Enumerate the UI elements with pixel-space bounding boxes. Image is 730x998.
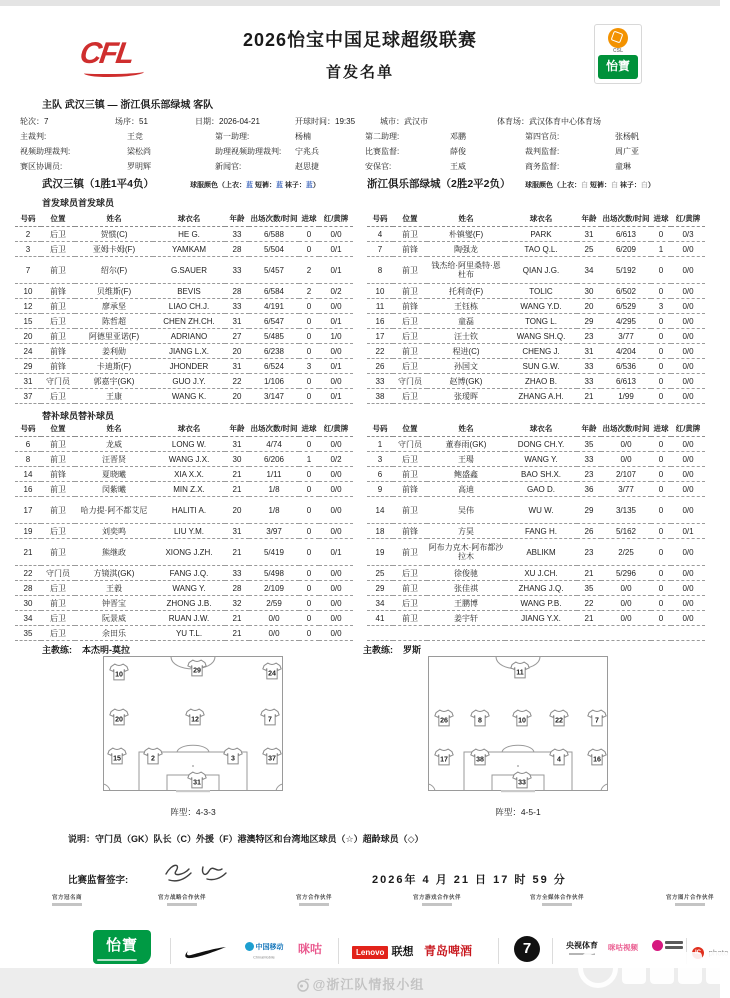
player-row: 9 前锋 高迪 GAO D. 36 3/77 0 0/0 [367, 482, 705, 497]
player-row: 16 前卫 闵紫曦 MIN Z.X. 21 1/8 0 0/0 [15, 482, 353, 497]
info-pair: 比赛监督: 薛俊 [365, 147, 466, 156]
player-row: 12 前卫 廖承坚 LIAO CH.J. 33 4/191 0 0/0 [15, 299, 353, 314]
player-row: 31 守门员 郭嘉宇(GK) GUO J.Y. 22 1/106 0 0/0 [15, 374, 353, 389]
nike-swoosh-icon [184, 946, 226, 966]
player-row: 17 前卫 哈力提·阿不都艾尼 HALITI A. 20 1/8 0 0/0 [15, 497, 353, 524]
player-row: 26 后卫 孙国文 SUN G.W. 33 6/536 0 0/0 [367, 359, 705, 374]
column-header: 球衣名 [505, 421, 577, 437]
svg-text:10: 10 [115, 670, 124, 679]
column-header: 号码 [367, 211, 393, 227]
match-info-row [20, 116, 710, 127]
info-pair: 安保官: 王威 [365, 162, 466, 171]
column-header: 红/黄牌 [671, 421, 705, 437]
player-row: 2 后卫 贺惯(C) HE G. 33 6/588 0 0/0 [15, 227, 353, 242]
svg-text:4: 4 [557, 755, 562, 764]
svg-text:11: 11 [516, 668, 524, 677]
info-pair: 视频助理裁判: 梁松尚 [20, 147, 151, 156]
away-team-name: 浙江俱乐部绿城（2胜2平2负） [367, 178, 511, 190]
player-shirt-7 [587, 709, 607, 728]
table-header-row [15, 211, 353, 227]
player-shirt-7 [260, 707, 280, 726]
page-subtitle: 首发名单 [325, 64, 394, 81]
player-row: 24 前锋 姜利勋 JIANG L.X. 20 6/238 0 0/0 [15, 344, 353, 359]
home-starting-table [15, 211, 353, 404]
info-pair: 第二助理: 邓鹏 [365, 132, 466, 141]
svg-text:29: 29 [192, 666, 201, 675]
column-header: 姓名 [427, 211, 505, 227]
player-row: 37 后卫 王康 WANG K. 20 3/147 0 0/1 [15, 389, 353, 404]
player-shirt-10 [109, 663, 129, 682]
player-row: 11 前锋 王钰栋 WANG Y.D. 20 6/529 3 0/0 [367, 299, 705, 314]
player-row: 7 前卫 绍尔(F) G.SAUER 33 5/457 2 0/1 [15, 257, 353, 284]
player-shirt-33 [512, 771, 532, 790]
migu-video-logo: 咪咕视频 [608, 943, 638, 952]
info-pair: 主裁判: 王竞 [20, 132, 143, 141]
svg-text:38: 38 [476, 755, 485, 764]
migu-logo: 咪咕 [298, 942, 323, 956]
column-header: 红/黄牌 [319, 421, 353, 437]
table-header-row [367, 211, 705, 227]
supervisor-signature-label: 比赛监督签字: [68, 875, 129, 886]
away-kit-colors: 球服颜色（上衣：白 短裤：白 袜子：白） [525, 182, 655, 189]
match-teams-line: 主队 武汉三镇 — 浙江俱乐部绿城 客队 [42, 100, 214, 111]
supervisor-signature-icon [158, 858, 238, 893]
player-row: 3 后卫 王瑒 WANG Y. 33 0/0 0 0/0 [367, 452, 705, 467]
column-header: 出场次数/时间 [249, 421, 299, 437]
info-pair: 场序：51 [115, 117, 148, 126]
svg-text:2: 2 [151, 754, 156, 763]
partner-category: 官方战略合作伙伴 [158, 893, 206, 906]
player-row: 34 后卫 王鹏博 WANG P.B. 22 0/0 0 0/0 [367, 596, 705, 611]
partner-category: 官方图片合作伙伴 [666, 893, 714, 906]
home-subs-table [15, 421, 353, 641]
away-subs-table [367, 421, 705, 641]
away-formation-label: 阵型：4-5-1 [495, 807, 541, 817]
column-header: 年龄 [577, 421, 601, 437]
table-header-row [367, 421, 705, 437]
info-pair: 助理视频助理裁判: 宁兆兵 [215, 147, 319, 156]
info-pair: 体育场：武汉体育中心体育场 [497, 117, 601, 126]
game-partner-logo: 7 [514, 936, 540, 962]
info-pair: 商务监督: 童琳 [525, 162, 631, 171]
svg-text:31: 31 [192, 778, 201, 787]
player-row: 41 前卫 姜宇轩 JIANG Y.X. 21 0/0 0 0/0 [367, 611, 705, 626]
player-row: 34 后卫 阮景威 RUAN J.W. 21 0/0 0 0/0 [15, 611, 353, 626]
info-pair: 裁判监督: 周广亚 [525, 147, 639, 156]
player-row: 1 守门员 董春雨(GK) DONG CH.Y. 35 0/0 0 0/0 [367, 437, 705, 452]
player-row: 10 前卫 托利奇(F) TOLIC 30 6/502 0 0/0 [367, 284, 705, 299]
player-row: 22 前卫 程进(C) CHENG J. 31 4/204 0 0/0 [367, 344, 705, 359]
weibo-eye-icon [296, 978, 310, 992]
player-row: 21 前卫 熊继政 XIONG J.ZH. 21 5/419 0 0/1 [15, 539, 353, 566]
player-shirt-17 [434, 748, 454, 767]
player-row: 19 前卫 阿布力克木·阿布都沙拉木 ABLIKM 23 2/25 0 0/0 [367, 539, 705, 566]
away-starting-table [367, 211, 705, 404]
partner-category: 官方全媒体合作伙伴 [530, 893, 584, 906]
column-header: 位置 [393, 421, 427, 437]
home-coach-name: 本杰明-莫拉 [82, 645, 130, 655]
home-coach-line: 主教练: 本杰明-莫拉 [42, 645, 130, 655]
csl-yibao-badge-icon [594, 24, 642, 84]
lenovo-logo: Lenovo 联想 [352, 942, 413, 960]
divider [338, 938, 339, 964]
svg-text:3: 3 [230, 754, 235, 763]
player-shirt-4 [549, 748, 569, 767]
player-shirt-24 [262, 661, 282, 680]
info-pair: 新闻官: 赵思捷 [215, 162, 319, 171]
player-shirt-31 [187, 771, 207, 790]
page-title: 2026怡宝中国足球超级联赛 [242, 30, 478, 50]
csl-ball-icon [608, 28, 628, 48]
column-header: 进球 [299, 211, 319, 227]
divider [498, 938, 499, 964]
svg-text:15: 15 [113, 754, 122, 763]
column-header: 年龄 [577, 211, 601, 227]
yibao-badge-text: 怡寶 [598, 55, 638, 79]
player-shirt-29 [187, 659, 207, 678]
column-header: 位置 [393, 211, 427, 227]
player-shirt-20 [109, 707, 129, 726]
player-row: 29 前卫 张佳祺 ZHANG J.Q. 35 0/0 0 0/0 [367, 581, 705, 596]
svg-text:22: 22 [555, 716, 564, 725]
column-header: 红/黄牌 [671, 211, 705, 227]
svg-text:37: 37 [268, 754, 277, 763]
svg-text:20: 20 [115, 715, 124, 724]
player-shirt-2 [143, 746, 163, 765]
column-header: 号码 [367, 421, 393, 437]
player-row: 15 后卫 陈哲超 CHEN ZH.CH. 31 6/547 0 0/1 [15, 314, 353, 329]
column-header: 球衣名 [505, 211, 577, 227]
player-row: 25 后卫 徐俊驰 XU J.CH. 21 5/296 0 0/0 [367, 566, 705, 581]
svg-text:12: 12 [190, 715, 199, 724]
player-row: 8 前卫 钱杰给·阿里桑特·恩杜布 QIAN J.G. 34 5/192 0 0/0 [367, 257, 705, 284]
column-header: 出场次数/时间 [601, 421, 651, 437]
column-header: 姓名 [75, 421, 153, 437]
divider [552, 938, 553, 964]
player-row: 38 后卫 张瑷晖 ZHANG A.H. 21 1/99 0 0/0 [367, 389, 705, 404]
player-shirt-16 [587, 748, 607, 767]
player-shirt-15 [107, 746, 127, 765]
player-shirt-12 [185, 707, 205, 726]
player-row: 29 前锋 卡迪斯(F) JHONDER 31 6/524 3 0/1 [15, 359, 353, 374]
info-pair: 第四官员: 张杨帆 [525, 132, 639, 141]
svg-text:10: 10 [517, 716, 526, 725]
away-formation-pitch [428, 656, 608, 791]
svg-text:26: 26 [440, 716, 449, 725]
svg-text:7: 7 [595, 716, 600, 725]
player-row: 19 后卫 刘奕鸣 LIU Y.M. 31 3/97 0 0/0 [15, 524, 353, 539]
subs-section-label: 替补球员替补球员 [42, 411, 115, 421]
legend-line: 说明：守门员（GK）队长（C）外援（F）港澳特区和台湾地区球员（☆）超龄球员（◇） [68, 834, 424, 844]
officials-row-2 [20, 146, 710, 157]
china-mobile-logo: 中国移动 ChinaMobile [236, 938, 292, 962]
away-coach-line: 主教练: 罗斯 [363, 645, 422, 655]
player-row: 20 前卫 阿德里亚诺(F) ADRIANO 27 5/485 0 1/0 [15, 329, 353, 344]
player-row: 33 守门员 赵博(GK) ZHAO B. 33 6/613 0 0/0 [367, 374, 705, 389]
officials-row-3 [20, 161, 710, 172]
partner-category: 官方游戏合作伙伴 [413, 893, 461, 906]
column-header: 进球 [651, 421, 671, 437]
home-team-name: 武汉三镇（1胜1平4负） [42, 178, 155, 190]
tsingtao-logo: 青岛啤酒 [424, 944, 473, 958]
player-row: 14 前锋 夏晓曦 XIA X.X. 21 1/11 0 0/0 [15, 467, 353, 482]
column-header: 球衣名 [153, 421, 225, 437]
svg-text:8: 8 [478, 716, 483, 725]
player-row: 22 守门员 方镜淇(GK) FANG J.Q. 33 5/498 0 0/0 [15, 566, 353, 581]
column-header: 年龄 [225, 421, 249, 437]
player-row: 8 前卫 汪晋贤 WANG J.X. 30 6/206 1 0/2 [15, 452, 353, 467]
column-header: 号码 [15, 211, 41, 227]
away-coach-name: 罗斯 [403, 645, 422, 655]
column-header: 进球 [651, 211, 671, 227]
player-shirt-37 [262, 746, 282, 765]
column-header: 姓名 [75, 211, 153, 227]
column-header: 进球 [299, 421, 319, 437]
corner-watermark [578, 948, 730, 988]
signature-datetime: 2026年 4 月 21 日 17 时 59 分 [372, 874, 567, 886]
info-pair: 第一助理: 杨楠 [215, 132, 311, 141]
player-row: 4 前卫 朴镇燮(F) PARK 31 6/613 0 0/3 [367, 227, 705, 242]
player-row: 18 前锋 方昊 FANG H. 26 5/162 0 0/1 [367, 524, 705, 539]
partner-category: 官方合作伙伴 [296, 893, 332, 906]
officials-row-1 [20, 131, 710, 142]
column-header: 年龄 [225, 211, 249, 227]
top-divider [0, 0, 720, 6]
player-row: 6 前卫 鲍盛鑫 BAO SH.X. 23 2/107 0 0/0 [367, 467, 705, 482]
divider [170, 938, 171, 964]
svg-text:33: 33 [517, 778, 526, 787]
starting-section-label: 首发球员首发球员 [42, 198, 115, 208]
player-row: 30 前卫 钟晋宝 ZHONG J.B. 32 2/59 0 0/0 [15, 596, 353, 611]
yibao-logo: 怡寶 [93, 930, 151, 964]
partner-category: 官方冠名商 [52, 893, 82, 906]
svg-text:7: 7 [268, 715, 273, 724]
column-header: 红/黄牌 [319, 211, 353, 227]
cctv-sports-logo: 央视体育 [566, 940, 598, 955]
svg-text:16: 16 [593, 755, 602, 764]
player-shirt-8 [470, 709, 490, 728]
cfl-logo-text: CFL [77, 37, 135, 70]
svg-text:24: 24 [268, 669, 277, 678]
column-header: 球衣名 [153, 211, 225, 227]
player-row: 10 前锋 贝维斯(F) BEVIS 28 6/584 2 0/2 [15, 284, 353, 299]
csl-badge-text: CSL [613, 48, 623, 54]
info-pair: 城市：武汉市 [380, 117, 428, 126]
column-header: 位置 [41, 421, 75, 437]
player-shirt-10 [512, 709, 532, 728]
player-shirt-3 [223, 746, 243, 765]
player-row: 35 后卫 余田乐 YU T.L. 21 0/0 0 0/0 [15, 626, 353, 641]
info-pair: 赛区协调员: 罗明辉 [20, 162, 151, 171]
table-header-row [15, 421, 353, 437]
player-shirt-11 [510, 660, 530, 679]
weibo-watermark: @浙江队情报小组 [0, 974, 720, 993]
home-formation-pitch [103, 656, 283, 791]
player-row: 7 前锋 陶强龙 TAO Q.L. 25 6/209 1 0/0 [367, 242, 705, 257]
column-header: 号码 [15, 421, 41, 437]
info-pair: 日期：2026-04-21 [195, 117, 260, 126]
player-row [367, 626, 705, 641]
info-pair: 开球时间：19:35 [295, 117, 356, 126]
info-pair: 轮次：7 [20, 117, 49, 126]
home-kit-colors: 球服颜色（上衣：蓝 短裤：蓝 袜子：蓝） [190, 182, 320, 189]
player-row: 28 后卫 王毅 WANG Y. 28 2/109 0 0/0 [15, 581, 353, 596]
player-row: 3 后卫 亚姆卡姆(F) YAMKAM 28 5/504 0 0/1 [15, 242, 353, 257]
player-shirt-26 [434, 709, 454, 728]
player-row: 14 前卫 吴伟 WU W. 29 3/135 0 0/0 [367, 497, 705, 524]
svg-text:17: 17 [440, 755, 449, 764]
column-header: 姓名 [427, 421, 505, 437]
home-formation-label: 阵型：4-3-3 [170, 807, 216, 817]
column-header: 出场次数/时间 [249, 211, 299, 227]
china-mobile-icon [245, 942, 254, 951]
player-row: 17 后卫 汪士钦 WANG SH.Q. 23 3/77 0 0/0 [367, 329, 705, 344]
column-header: 出场次数/时间 [601, 211, 651, 227]
player-row: 16 后卫 童磊 TONG L. 29 4/295 0 0/0 [367, 314, 705, 329]
player-shirt-22 [549, 709, 569, 728]
player-shirt-38 [470, 748, 490, 767]
player-row: 6 前卫 龙威 LONG W. 31 4/74 0 0/0 [15, 437, 353, 452]
column-header: 位置 [41, 211, 75, 227]
